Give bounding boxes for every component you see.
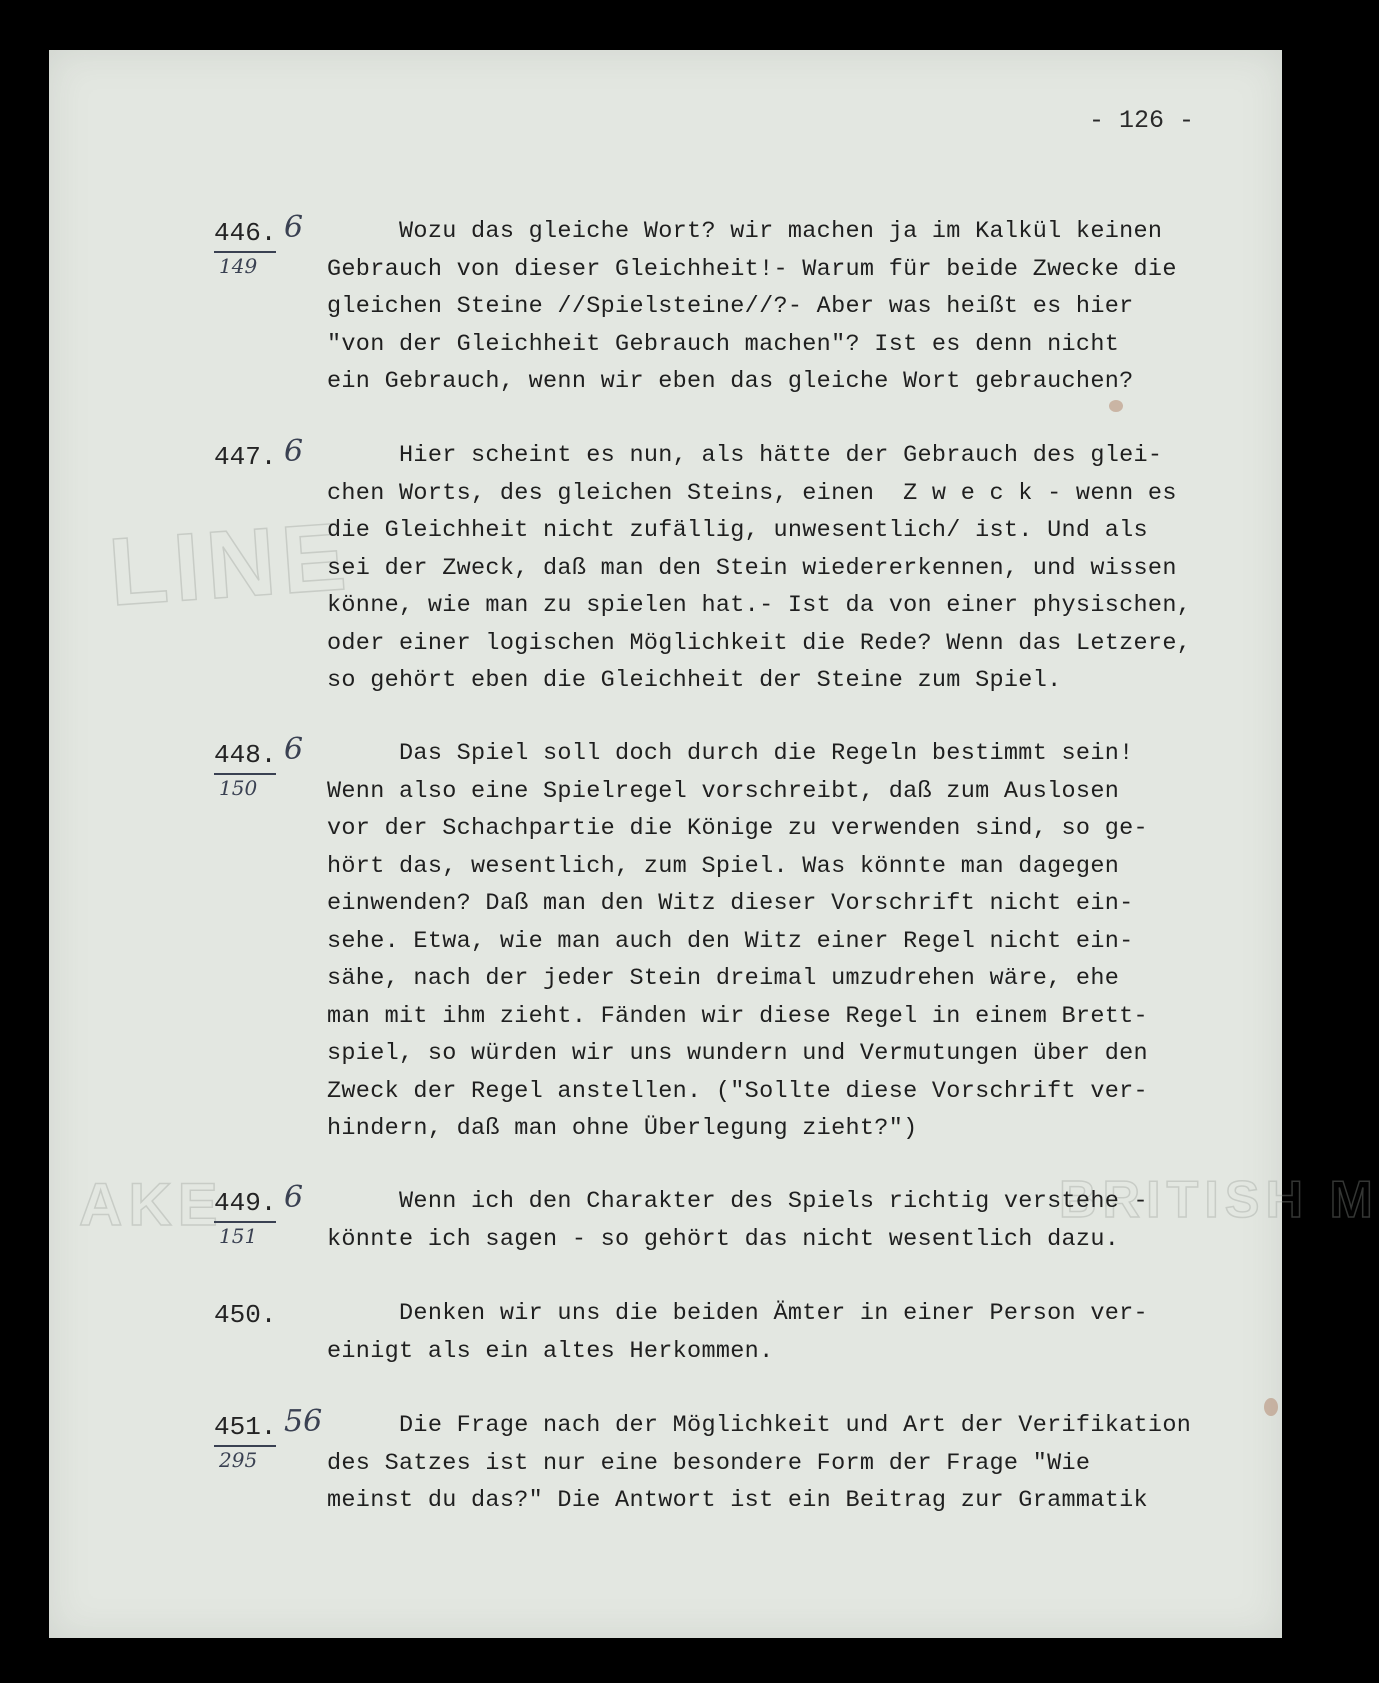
watermark-stamp: LINE bbox=[105, 502, 356, 627]
text-line: könnte ich sagen - so gehört das nicht wesentlich dazu. bbox=[327, 1225, 1120, 1253]
text-line: des Satzes ist nur eine besondere Form der Frage "Wie bbox=[327, 1449, 1091, 1477]
handwritten-underline bbox=[214, 251, 276, 253]
remark-number: 451. bbox=[214, 1412, 277, 1442]
text-line: chen Worts, des gleichen Steins, einen Z w e c k - wenn es bbox=[327, 479, 1177, 507]
handwritten-underline bbox=[214, 773, 276, 775]
text-line: meinst du das?" Die Antwort ist ein Beitrag zur Grammatik bbox=[327, 1487, 1148, 1514]
watermark-stamp: AKE bbox=[79, 1171, 224, 1238]
handwritten-annotation: 56 bbox=[284, 1404, 323, 1439]
watermark-stamp: BRITISH M bbox=[1059, 1171, 1379, 1229]
remark-number: 448. bbox=[214, 740, 277, 770]
remark-number: 447. bbox=[214, 442, 277, 472]
remark-number: 449. bbox=[214, 1188, 277, 1218]
handwritten-underline bbox=[214, 1221, 276, 1223]
text-line: ein Gebrauch, wenn wir eben das gleiche Wort gebrauchen? bbox=[327, 368, 1134, 395]
text-line: sehe. Etwa, wie man auch den Witz einer Regel nicht ein- bbox=[327, 927, 1134, 955]
handwritten-annotation: 149 bbox=[219, 254, 258, 278]
page-number: - 126 - bbox=[1089, 106, 1195, 135]
handwritten-annotation: 6 bbox=[284, 434, 304, 469]
text-line: oder einer logischen Möglichkeit die Rede? Wenn das Letzere, bbox=[327, 629, 1192, 657]
text-line: die Gleichheit nicht zufällig, unwesentlich/ ist. Und als bbox=[327, 517, 1148, 544]
text-line: Zweck der Regel anstellen. ("Sollte diese Vorschrift ver- bbox=[327, 1077, 1148, 1105]
text-line: Wenn also eine Spielregel vorschreibt, daß zum Auslosen bbox=[327, 777, 1120, 805]
handwritten-annotation: 150 bbox=[219, 776, 258, 800]
paper-stain bbox=[1264, 1398, 1278, 1416]
text-line: könne, wie man zu spielen hat.- Ist da von einer physischen, bbox=[327, 592, 1192, 619]
handwritten-annotation: 6 bbox=[284, 1180, 304, 1215]
text-line: hört das, wesentlich, zum Spiel. Was könnte man dagegen bbox=[327, 852, 1120, 880]
text-line: hindern, daß man ohne Überlegung zieht?") bbox=[327, 1115, 918, 1142]
text-line: so gehört eben die Gleichheit der Steine zum Spiel. bbox=[327, 667, 1062, 694]
text-line: Wenn ich den Charakter des Spiels richtig verstehe - bbox=[327, 1188, 1148, 1215]
handwritten-annotation: 6 bbox=[284, 732, 304, 767]
text-line: "von der Gleichheit Gebrauch machen"? Ist es denn nicht bbox=[327, 330, 1120, 358]
paper-stain bbox=[1109, 400, 1123, 412]
text-line: gleichen Steine //Spielsteine//?- Aber was heißt es hier bbox=[327, 293, 1134, 320]
handwritten-underline bbox=[214, 1445, 276, 1447]
text-line: einigt als ein altes Herkommen. bbox=[327, 1337, 774, 1365]
handwritten-annotation: 295 bbox=[219, 1448, 258, 1472]
text-line: sähe, nach der jeder Stein dreimal umzudrehen wäre, ehe bbox=[327, 965, 1120, 992]
text-line: man mit ihm zieht. Fänden wir diese Regel in einem Brett- bbox=[327, 1002, 1148, 1030]
text-line: Wozu das gleiche Wort? wir machen ja im Kalkül keinen bbox=[327, 218, 1163, 245]
text-line: Das Spiel soll doch durch die Regeln bestimmt sein! bbox=[327, 740, 1134, 767]
text-line: Gebrauch von dieser Gleichheit!- Warum für beide Zwecke die bbox=[327, 255, 1177, 283]
handwritten-annotation: 6 bbox=[284, 210, 304, 245]
text-line: sei der Zweck, daß man den Stein wiedererkennen, und wissen bbox=[327, 554, 1177, 582]
text-line: einwenden? Daß man den Witz dieser Vorschrift nicht ein- bbox=[327, 890, 1134, 917]
text-line: Denken wir uns die beiden Ämter in einer Person ver- bbox=[327, 1300, 1148, 1327]
typescript-page bbox=[49, 50, 1379, 1638]
handwritten-annotation: 151 bbox=[219, 1224, 258, 1248]
text-line: Hier scheint es nun, als hätte der Gebrauch des glei- bbox=[327, 442, 1163, 469]
text-line: spiel, so würden wir uns wundern und Vermutungen über den bbox=[327, 1040, 1148, 1067]
text-line: vor der Schachpartie die Könige zu verwenden sind, so ge- bbox=[327, 815, 1148, 842]
remark-number: 450. bbox=[214, 1300, 277, 1330]
text-line: Die Frage nach der Möglichkeit und Art der Verifikation bbox=[327, 1412, 1192, 1439]
remark-number: 446. bbox=[214, 218, 277, 248]
